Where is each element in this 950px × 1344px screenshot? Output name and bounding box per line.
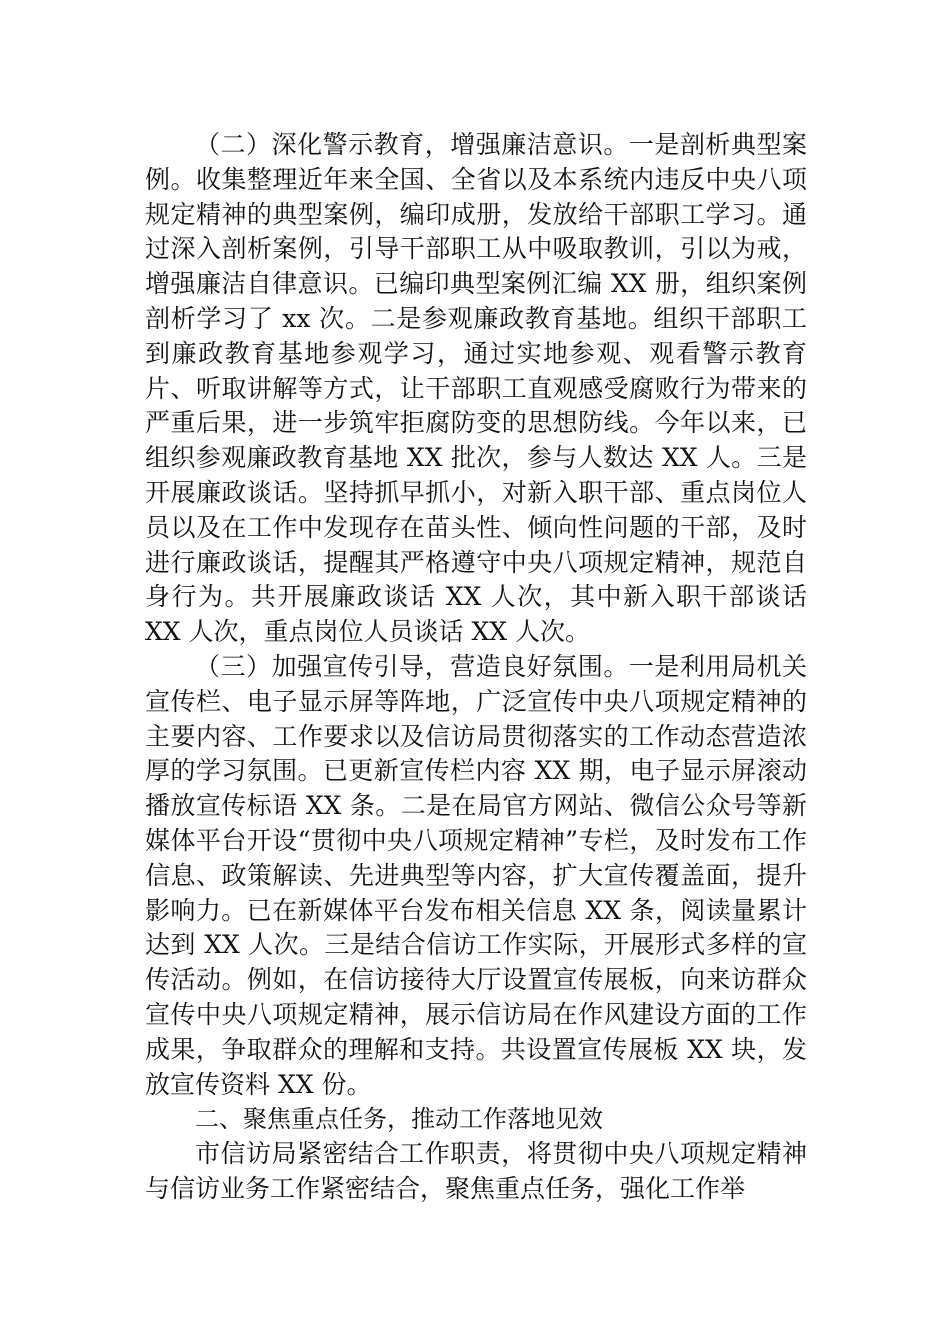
- paragraph-warning-education: （二）深化警示教育，增强廉洁意识。一是剖析典型案例。收集整理近年来全国、全省以及本系统内违反中央八项规定精神的典型案例，编印成册，发放给干部职工学习。通过深入剖析案例，引导干部职工从中吸取教训，引以为戒，增强廉洁自律意识。已编印典型案例汇编 XX 册，组织案例剖析学习了 xx 次。二是参观廉政教育基地。组织干部职工到廉政教育基地参观学习，通过实地参观、观看警示教育片、听取讲解等方式，让干部职工直观感受腐败行为带来的严重后果，进一步筑牢拒腐防变的思想防线。今年以来，已组织参观廉政教育基地 XX 批次，参与人数达 XX 人。三是开展廉政谈话。坚持抓早抓小，对新入职干部、重点岗位人员以及在工作中发现存在苗头性、倾向性问题的干部，及时进行廉政谈话，提醒其严格遵守中央八项规定精神，规范自身行为。共开展廉政谈话 XX 人次，其中新入职干部谈话 XX 人次，重点岗位人员谈话 XX 人次。: [145, 130, 807, 647]
- document-page: [145, 128, 807, 1207]
- section-heading: 二、聚焦重点任务，推动工作落地见效: [195, 1105, 603, 1134]
- paragraph-publicity-guidance: （三）加强宣传引导，营造良好氛围。一是利用局机关宣传栏、电子显示屏等阵地，广泛宣传中央八项规定精神的主要内容、工作要求以及信访局贯彻落实的工作动态营造浓厚的学习氛围。已更新宣传栏内容 XX 期，电子显示屏滚动播放宣传标语 XX 条。二是在局官方网站、微信公众号等新媒体平台开设“贯彻中央八项规定精神”专栏，及时发布工作信息、政策解读、先进典型等内容，扩大宣传覆盖面，提升影响力。已在新媒体平台发布相关信息 XX 条，阅读量累计达到 XX 人次。三是结合信访工作实际，开展形式多样的宣传活动。例如，在信访接待大厅设置宣传展板，向来访群众宣传中央八项规定精神，展示信访局在作风建设方面的工作成果，争取群众的理解和支持。共设置宣传展板 XX 块，发放宣传资料 XX 份。: [145, 651, 807, 1099]
- paragraph-key-tasks: 市信访局紧密结合工作职责，将贯彻中央八项规定精神与信访业务工作紧密结合，聚焦重点任务，强化工作举: [145, 1139, 807, 1203]
